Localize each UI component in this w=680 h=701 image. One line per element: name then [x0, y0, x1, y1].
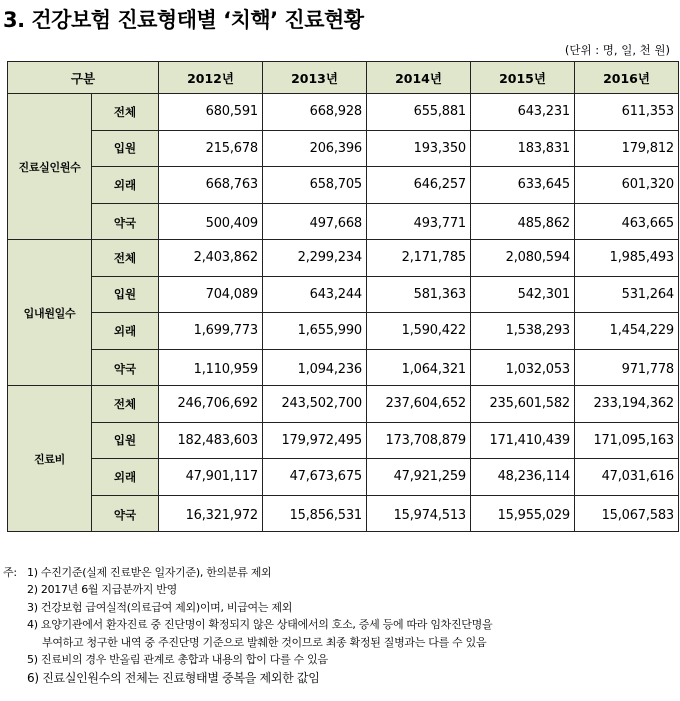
table-cell: 15,856,531 [263, 495, 367, 532]
table-row [8, 94, 679, 131]
table-cell: 2,080,594 [471, 240, 575, 277]
table-cell: 215,678 [159, 130, 263, 167]
header-year: 2016년 [575, 62, 679, 94]
table-row [8, 276, 679, 313]
table-row [8, 495, 679, 532]
row-label: 외래 [92, 313, 159, 350]
table-cell: 15,067,583 [575, 495, 679, 532]
table-cell: 668,928 [263, 94, 367, 131]
table-row [8, 459, 679, 496]
footnote-line: 3) 건강보험 급여실적(의료급여 제외)이며, 비급여는 제외 [27, 600, 293, 614]
table-cell: 183,831 [471, 130, 575, 167]
table-cell: 171,095,163 [575, 422, 679, 459]
table-cell: 1,655,990 [263, 313, 367, 350]
table-cell: 15,974,513 [367, 495, 471, 532]
table-cell: 237,604,652 [367, 386, 471, 423]
footnote-line: 1) 수진기준(실제 진료받은 일자기준), 한의분류 제외 [27, 566, 272, 579]
header-year: 2015년 [471, 62, 575, 94]
row-label: 외래 [92, 459, 159, 496]
footnote-line: 4) 요양기관에서 환자진료 중 진단명이 확정되지 않은 상태에서의 호소, 증세 등에 따라 임차진단명을 [27, 618, 493, 632]
table-cell: 493,771 [367, 203, 471, 240]
table-cell: 179,812 [575, 130, 679, 167]
table-cell: 646,257 [367, 167, 471, 204]
table-cell: 182,483,603 [159, 422, 263, 459]
row-label: 입원 [92, 276, 159, 313]
table-row [8, 167, 679, 204]
header-year: 2012년 [159, 62, 263, 94]
table-cell: 497,668 [263, 203, 367, 240]
data-table [7, 61, 679, 532]
footnote-prefix: 주: [3, 566, 17, 579]
table-cell: 500,409 [159, 203, 263, 240]
table-cell: 171,410,439 [471, 422, 575, 459]
table-cell: 47,031,616 [575, 459, 679, 496]
row-label: 전체 [92, 240, 159, 277]
table-row [8, 386, 679, 423]
table-cell: 704,089 [159, 276, 263, 313]
table-cell: 485,862 [471, 203, 575, 240]
group-label: 진료실인원수 [8, 94, 92, 240]
page-title: 3. 건강보험 진료형태별 ‘치핵’ 진료현황 [3, 8, 364, 32]
table-cell: 206,396 [263, 130, 367, 167]
table-cell: 2,403,862 [159, 240, 263, 277]
table-cell: 658,705 [263, 167, 367, 204]
table-cell: 47,673,675 [263, 459, 367, 496]
table-cell: 15,955,029 [471, 495, 575, 532]
table-row [8, 130, 679, 167]
table-cell: 971,778 [575, 349, 679, 386]
table-cell: 643,231 [471, 94, 575, 131]
table-cell: 531,264 [575, 276, 679, 313]
group-label: 입내원일수 [8, 240, 92, 386]
table-cell: 47,901,117 [159, 459, 263, 496]
table-row [8, 240, 679, 277]
row-label: 입원 [92, 130, 159, 167]
group-label: 진료비 [8, 386, 92, 532]
table-row [8, 422, 679, 459]
row-label: 전체 [92, 94, 159, 131]
table-cell: 542,301 [471, 276, 575, 313]
table-cell: 668,763 [159, 167, 263, 204]
table-cell: 235,601,582 [471, 386, 575, 423]
table-cell: 48,236,114 [471, 459, 575, 496]
table-cell: 1,538,293 [471, 313, 575, 350]
footnote-line: 2) 2017년 6월 지급분까지 반영 [27, 583, 177, 597]
row-label: 전체 [92, 386, 159, 423]
table-cell: 1,699,773 [159, 313, 263, 350]
table-cell: 1,094,236 [263, 349, 367, 386]
table-cell: 193,350 [367, 130, 471, 167]
table-header-row [8, 62, 679, 94]
footnote-line: 부여하고 청구한 내역 중 주진단명 기준으로 발췌한 것이므로 최종 확정된 질병과는 다를 수 있음 [42, 635, 487, 649]
table-cell: 173,708,879 [367, 422, 471, 459]
row-label: 약국 [92, 495, 159, 532]
table-cell: 2,299,234 [263, 240, 367, 277]
footnote-line: 6) 진료실인원수의 전체는 진료형태별 중복을 제외한 값임 [27, 671, 320, 686]
table-cell: 463,665 [575, 203, 679, 240]
table-cell: 1,454,229 [575, 313, 679, 350]
table-cell: 611,353 [575, 94, 679, 131]
footnote-line: 5) 진료비의 경우 반올림 관계로 총합과 내용의 합이 다를 수 있음 [27, 652, 328, 666]
table-cell: 1,590,422 [367, 313, 471, 350]
table-cell: 601,320 [575, 167, 679, 204]
row-label: 약국 [92, 203, 159, 240]
header-category: 구분 [8, 62, 159, 94]
table-body [8, 94, 679, 532]
table-cell: 1,032,053 [471, 349, 575, 386]
table-row [8, 313, 679, 350]
footnotes [0, 564, 680, 688]
table-cell: 243,502,700 [263, 386, 367, 423]
table-cell: 233,194,362 [575, 386, 679, 423]
row-label: 입원 [92, 422, 159, 459]
header-year: 2013년 [263, 62, 367, 94]
table-cell: 633,645 [471, 167, 575, 204]
table-cell: 47,921,259 [367, 459, 471, 496]
table-cell: 16,321,972 [159, 495, 263, 532]
table-cell: 2,171,785 [367, 240, 471, 277]
unit-label: (단위 : 명, 일, 천 원) [564, 43, 670, 57]
table-cell: 643,244 [263, 276, 367, 313]
header-year: 2014년 [367, 62, 471, 94]
table-row [8, 203, 679, 240]
table-cell: 1,064,321 [367, 349, 471, 386]
row-label: 외래 [92, 167, 159, 204]
table-cell: 655,881 [367, 94, 471, 131]
table-row [8, 349, 679, 386]
table-cell: 246,706,692 [159, 386, 263, 423]
table-cell: 581,363 [367, 276, 471, 313]
table-cell: 1,110,959 [159, 349, 263, 386]
table-cell: 179,972,495 [263, 422, 367, 459]
table-cell: 680,591 [159, 94, 263, 131]
table-cell: 1,985,493 [575, 240, 679, 277]
row-label: 약국 [92, 349, 159, 386]
